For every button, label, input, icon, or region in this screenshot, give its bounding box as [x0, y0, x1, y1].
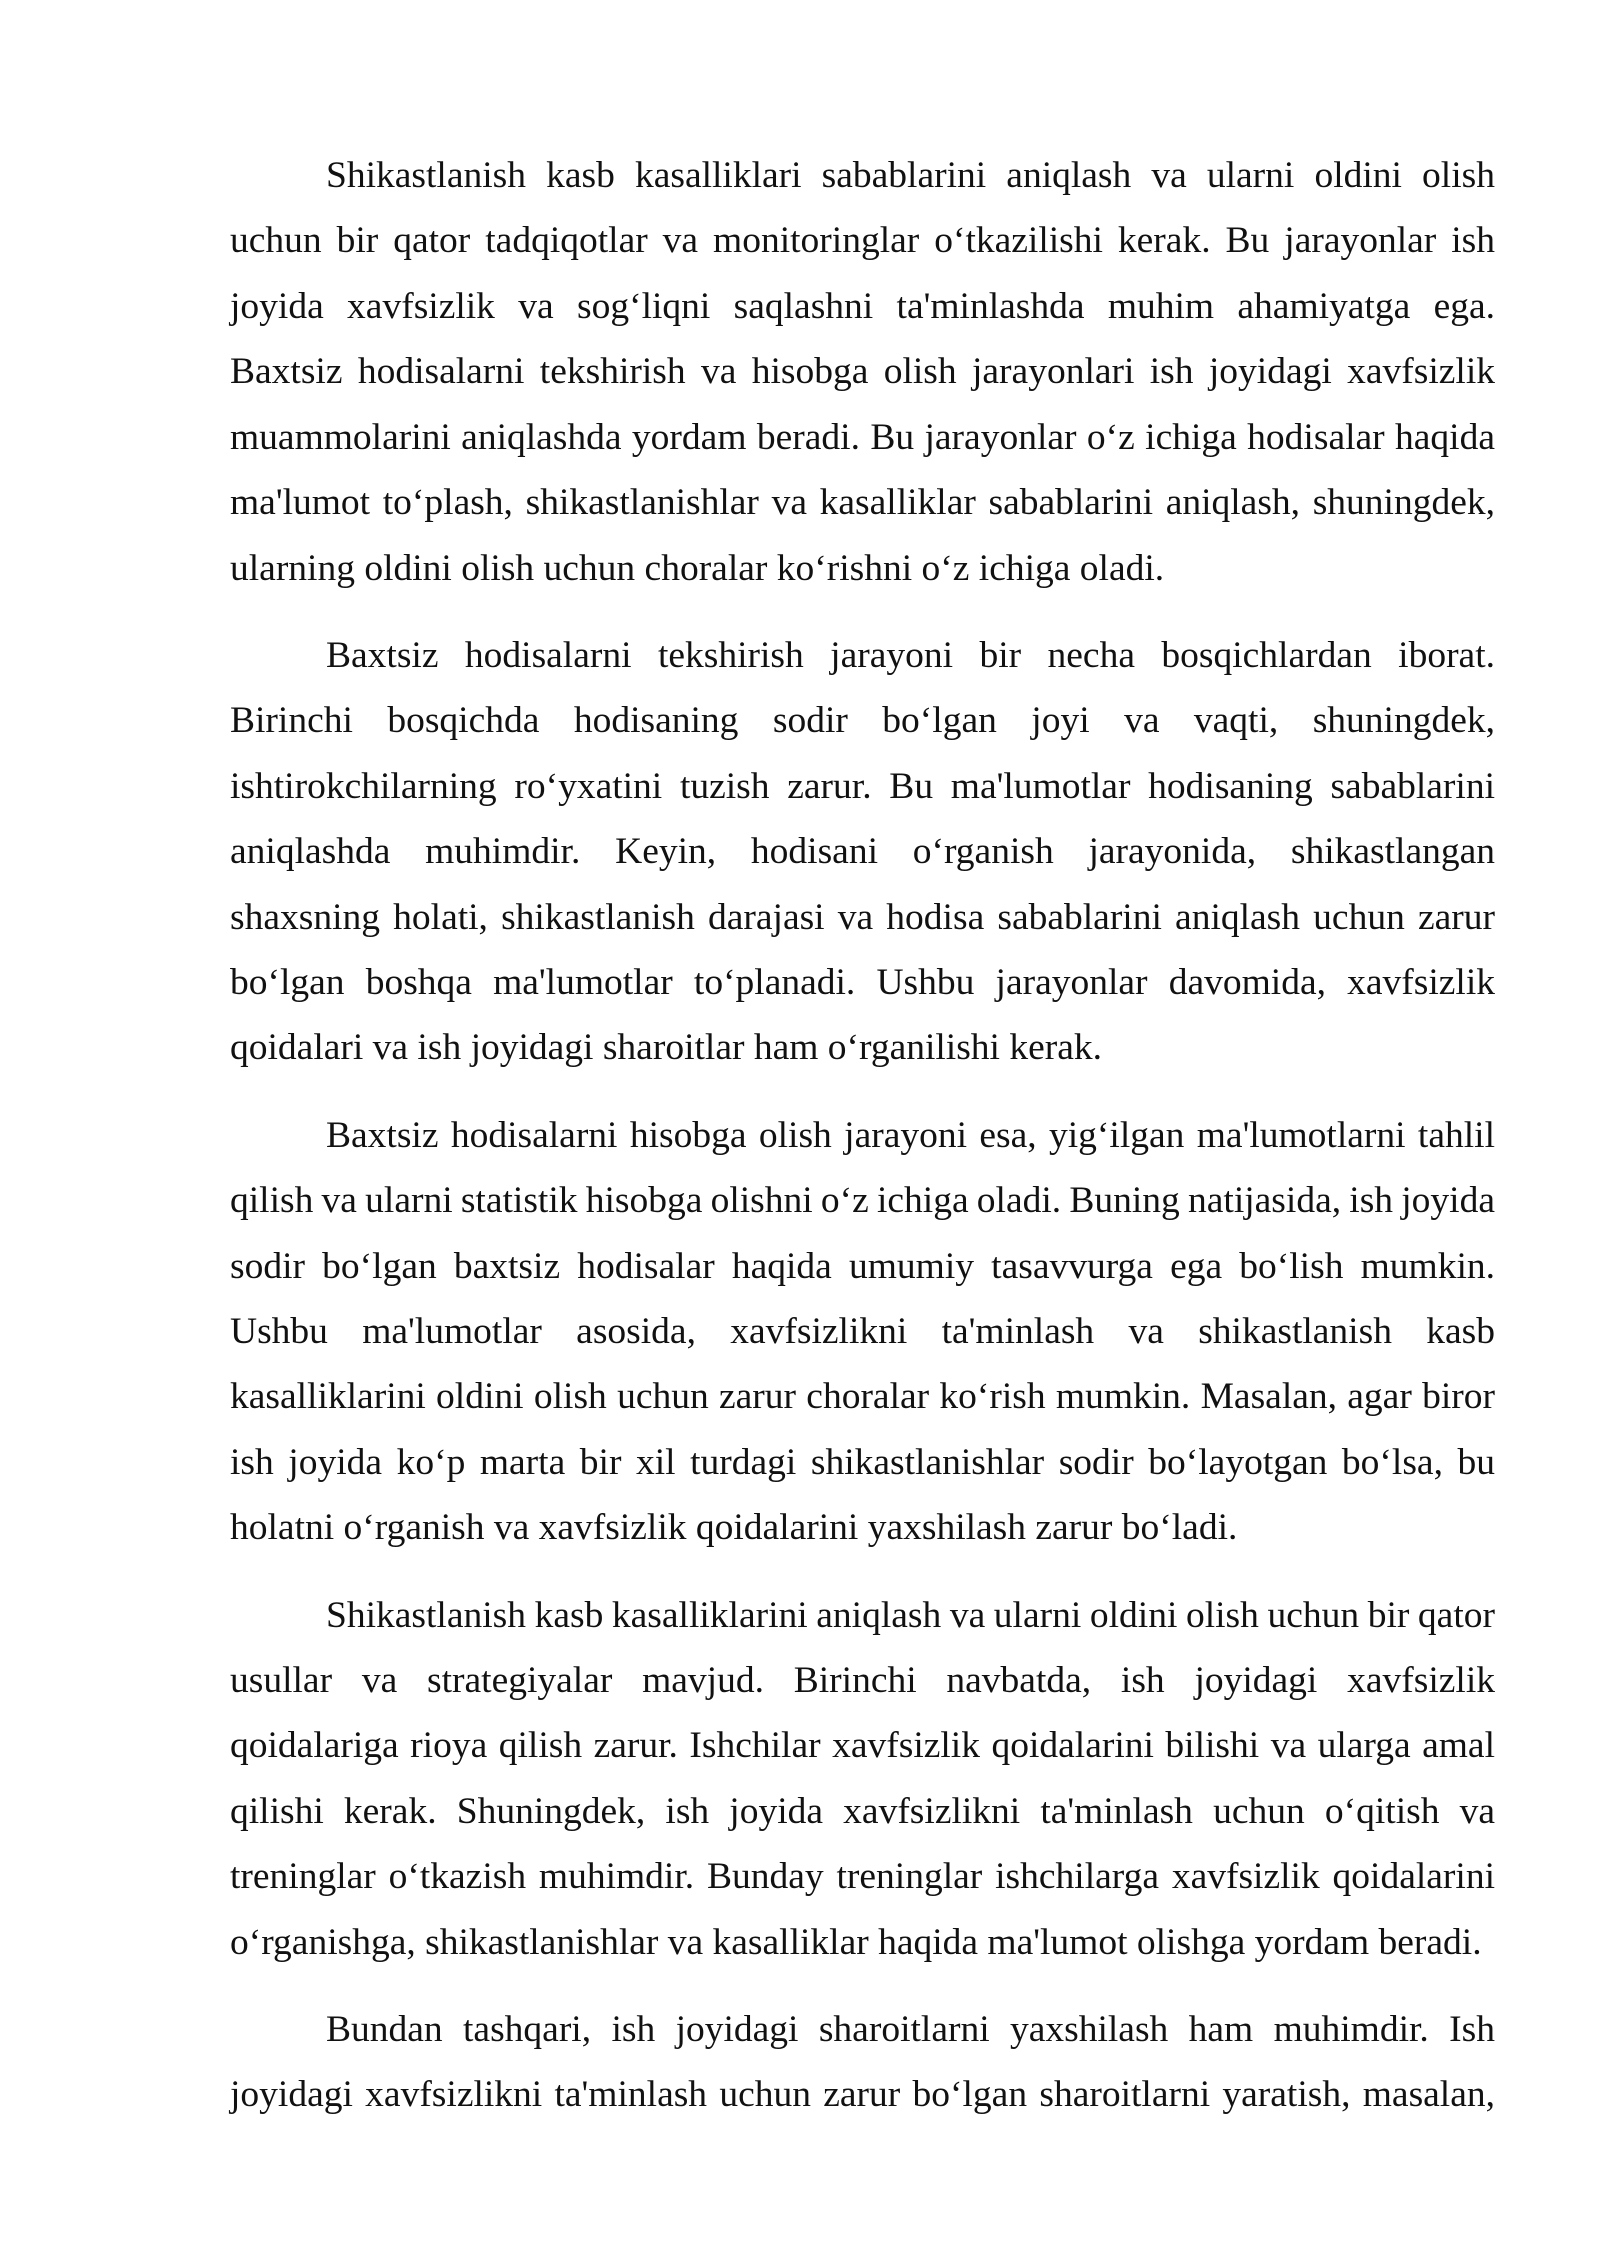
paragraph-4 [230, 1583, 1495, 1976]
line-text: qilishi kerak. Shuningdek, ish joyida xavfsizlikni ta'minlash uchun o‘qitish va [230, 1790, 1495, 1832]
line-text: Baxtsiz hodisalarni hisobga olish jarayoni esa, yig‘ilgan ma'lumotlarni tahlil [326, 1114, 1495, 1156]
paragraph-line [326, 1583, 1495, 1648]
line-text: kasalliklarini oldini olish uchun zarur choralar ko‘rish mumkin. Masalan, agar biror [230, 1376, 1495, 1418]
paragraph-line [230, 405, 1495, 470]
paragraph-line [326, 143, 1495, 208]
paragraph-line [230, 688, 1495, 753]
paragraph-2 [230, 623, 1495, 1081]
paragraph-line [230, 536, 1495, 601]
paragraph-line [230, 1495, 1495, 1560]
paragraph-line [326, 1103, 1495, 1168]
paragraph-line [230, 1844, 1495, 1909]
line-text: muammolarini aniqlashda yordam beradi. Bu jarayonlar o‘z ichiga hodisalar haqida [230, 416, 1495, 458]
paragraph-line [230, 1430, 1495, 1495]
line-text: ishtirokchilarning ro‘yxatini tuzish zarur. Bu ma'lumotlar hodisaning sabablarini [230, 765, 1495, 807]
line-text: Shikastlanish kasb kasalliklari sabablarini aniqlash va ularni oldini olish [326, 155, 1495, 196]
line-text: holatni o‘rganish va xavfsizlik qoidalarini yaxshilash zarur bo‘ladi. [230, 1507, 1238, 1549]
paragraph-line [230, 470, 1495, 535]
document-page [230, 143, 1495, 2150]
line-text: ularning oldini olish uchun choralar ko‘rishni o‘z ichiga oladi. [230, 547, 1165, 589]
line-text: Ushbu ma'lumotlar asosida, xavfsizlikni ta'minlash va shikastlanish kasb [230, 1311, 1495, 1353]
paragraph-line [230, 1910, 1495, 1975]
paragraph-line [230, 1648, 1495, 1713]
paragraph-line [230, 1299, 1495, 1364]
paragraph-line [230, 1234, 1495, 1299]
paragraph-line [230, 1015, 1495, 1080]
line-text: Bundan tashqari, ish joyidagi sharoitlarni yaxshilash ham muhimdir. Ish [326, 2009, 1495, 2050]
paragraph-line [230, 754, 1495, 819]
paragraph-line [230, 1713, 1495, 1778]
paragraph-5 [230, 1997, 1495, 2128]
paragraph-line [230, 885, 1495, 950]
paragraph-line [230, 819, 1495, 884]
paragraph-3 [230, 1103, 1495, 1561]
line-text: aniqlashda muhimdir. Keyin, hodisani o‘rganish jarayonida, shikastlangan [230, 831, 1495, 873]
line-text: usullar va strategiyalar mavjud. Birinchi navbatda, ish joyidagi xavfsizlik [230, 1660, 1495, 1702]
paragraph-line [230, 1364, 1495, 1429]
line-text: qilish va ularni statistik hisobga olishni o‘z ichiga oladi. Buning natijasida, ish joyida [230, 1180, 1495, 1222]
paragraph-line [230, 2062, 1495, 2127]
paragraph-1 [230, 143, 1495, 601]
paragraph-line [230, 950, 1495, 1015]
line-text: sodir bo‘lgan baxtsiz hodisalar haqida umumiy tasavvurga ega bo‘lish mumkin. [230, 1245, 1495, 1287]
line-text: treninglar o‘tkazish muhimdir. Bunday treninglar ishchilarga xavfsizlik qoidalarini [230, 1856, 1495, 1898]
paragraph-line [230, 339, 1495, 404]
line-text: Baxtsiz hodisalarni tekshirish va hisobga olish jarayonlari ish joyidagi xavfsizlik [230, 351, 1495, 393]
paragraph-line [230, 1779, 1495, 1844]
paragraph-line [230, 208, 1495, 273]
line-text: uchun bir qator tadqiqotlar va monitoringlar o‘tkazilishi kerak. Bu jarayonlar ish [230, 220, 1495, 262]
paragraph-line [230, 1168, 1495, 1233]
line-text: shaxsning holati, shikastlanish darajasi va hodisa sabablarini aniqlash uchun zarur [230, 896, 1495, 938]
line-text: o‘rganishga, shikastlanishlar va kasalliklar haqida ma'lumot olishga yordam beradi. [230, 1921, 1482, 1963]
line-text: qoidalari va ish joyidagi sharoitlar ham o‘rganilishi kerak. [230, 1027, 1103, 1069]
line-text: ish joyida ko‘p marta bir xil turdagi shikastlanishlar sodir bo‘layotgan bo‘lsa, bu [230, 1441, 1495, 1483]
line-text: Baxtsiz hodisalarni tekshirish jarayoni bir necha bosqichlardan iborat. [326, 634, 1495, 676]
line-text: Shikastlanish kasb kasalliklarini aniqlash va ularni oldini olish uchun bir qator [326, 1594, 1495, 1636]
line-text: joyida xavfsizlik va sog‘liqni saqlashni ta'minlashda muhim ahamiyatga ega. [230, 285, 1495, 327]
line-text: joyidagi xavfsizlikni ta'minlash uchun zarur bo‘lgan sharoitlarni yaratish, masalan, [230, 2074, 1495, 2116]
line-text: bo‘lgan boshqa ma'lumotlar to‘planadi. Ushbu jarayonlar davomida, xavfsizlik [230, 962, 1495, 1004]
line-text: Birinchi bosqichda hodisaning sodir bo‘lgan joyi va vaqti, shuningdek, [230, 700, 1495, 742]
paragraph-line [326, 1997, 1495, 2062]
paragraph-line [230, 274, 1495, 339]
line-text: qoidalariga rioya qilish zarur. Ishchilar xavfsizlik qoidalarini bilishi va ularga amal [230, 1725, 1495, 1767]
paragraph-line [326, 623, 1495, 688]
line-text: ma'lumot to‘plash, shikastlanishlar va kasalliklar sabablarini aniqlash, shuningdek, [230, 482, 1495, 524]
